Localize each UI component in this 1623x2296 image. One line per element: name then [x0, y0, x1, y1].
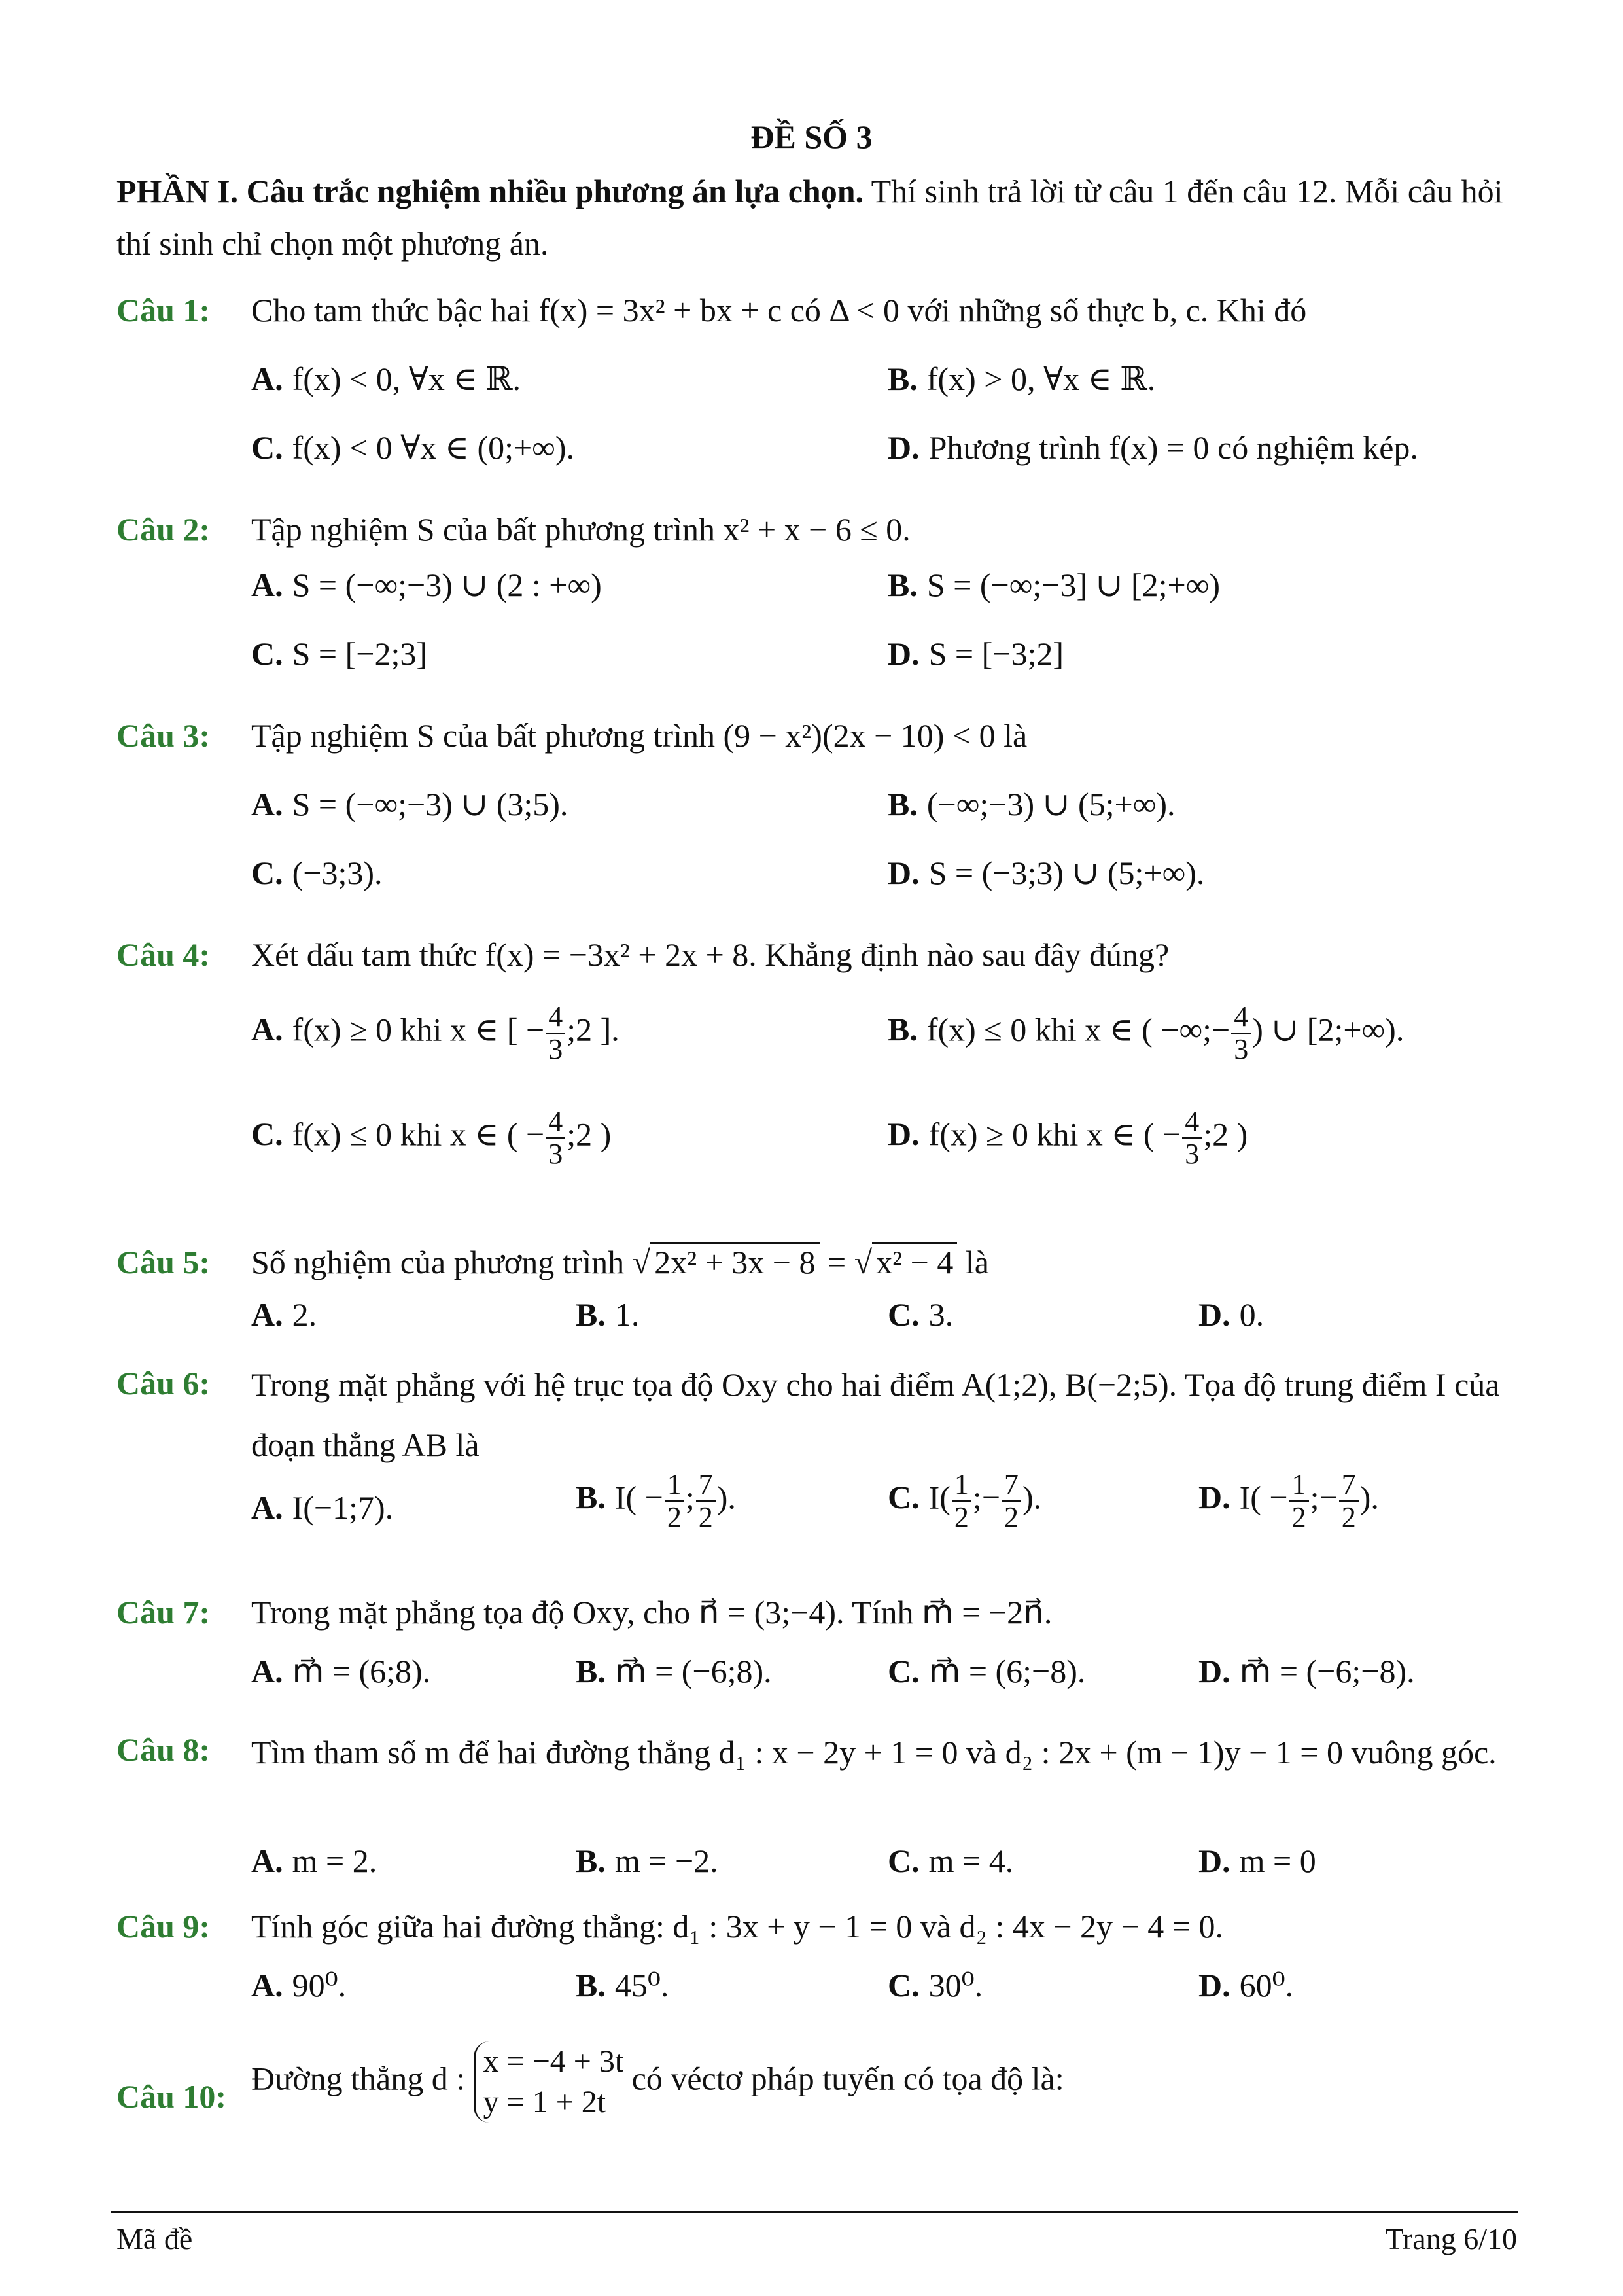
option-a[interactable] — [251, 360, 521, 398]
option-text-suffix: ). — [716, 1479, 736, 1516]
option-c[interactable] — [888, 1966, 983, 2004]
separator: ; — [685, 1479, 695, 1516]
option-a[interactable] — [251, 1296, 317, 1333]
question-text: Tập nghiệm S của bất phương trình (9 − x²)(2x − 10) < 0 là — [251, 717, 1028, 754]
option-text: m = 4. — [928, 1843, 1014, 1879]
option-text: f(x) < 0, ∀x ∈ ℝ. — [292, 361, 521, 397]
option-c[interactable] — [251, 635, 427, 673]
footer-divider — [111, 2211, 1518, 2213]
option-b[interactable] — [576, 1842, 718, 1880]
option-text: m⃗ = (6;−8). — [928, 1653, 1086, 1689]
footer-page-number: Trang 6/10 — [1385, 2222, 1517, 2255]
option-text-prefix: f(x) ≥ 0 khi x ∈ [ − — [292, 1011, 545, 1048]
fraction-denominator: 2 — [698, 1501, 713, 1533]
fraction-denominator: 3 — [1185, 1138, 1200, 1170]
separator: ;− — [1310, 1479, 1338, 1516]
option-letter: C. — [888, 1296, 920, 1333]
option-text-prefix: I( − — [614, 1479, 663, 1516]
question-text: Tính góc giữa hai đường thẳng: d₁ : 3x + y − 1 = 0 và d₂ : 4x − 2y − 4 = 0. — [251, 1908, 1223, 1945]
fraction-numerator: 1 — [1289, 1469, 1309, 1502]
option-text: S = [−3;2] — [928, 635, 1064, 672]
equals-sign: = — [819, 1244, 854, 1280]
question-text-suffix: là — [957, 1244, 989, 1280]
fraction-numerator: 4 — [1231, 1001, 1251, 1034]
option-letter: A. — [251, 1489, 283, 1526]
option-letter: D. — [888, 1116, 920, 1153]
instructions — [116, 165, 1516, 270]
part-instructions: Thí sinh trả lời từ câu 1 đến câu 12. Mỗi câu hỏi thí sinh chỉ chọn một phương án. — [116, 173, 1503, 262]
fraction-numerator: 1 — [665, 1469, 684, 1502]
option-text-prefix: I( — [928, 1479, 951, 1516]
option-text-prefix: f(x) ≤ 0 khi x ∈ ( −∞;− — [926, 1011, 1230, 1048]
fraction-numerator: 4 — [546, 1106, 565, 1139]
option-text: 60⁰. — [1239, 1967, 1294, 2004]
page-title: ĐỀ SỐ 3 — [750, 118, 873, 155]
option-text: (−3;3). — [292, 855, 383, 891]
option-letter: A. — [251, 786, 283, 822]
part-heading: PHẦN I. Câu trắc nghiệm nhiều phương án lựa chọn. — [116, 173, 864, 209]
option-b[interactable] — [576, 1469, 736, 1533]
option-c[interactable] — [251, 854, 383, 892]
option-d[interactable] — [888, 429, 1418, 467]
fraction-denominator: 2 — [667, 1501, 682, 1533]
radicand: x² − 4 — [872, 1242, 957, 1280]
fraction-numerator: 4 — [1182, 1106, 1202, 1139]
option-text: m = −2. — [614, 1843, 718, 1879]
option-text: I(−1;7). — [292, 1489, 394, 1526]
option-letter: D. — [1198, 1479, 1230, 1516]
option-letter: B. — [576, 1479, 606, 1516]
separator: ;− — [972, 1479, 1001, 1516]
option-text: 1. — [614, 1296, 640, 1333]
option-a[interactable] — [251, 1842, 377, 1880]
option-letter: B. — [888, 361, 918, 397]
option-letter: D. — [1198, 1296, 1230, 1333]
question-label: Câu 3: — [116, 717, 211, 754]
option-c[interactable] — [888, 1469, 1041, 1533]
question-text: Tập nghiệm S của bất phương trình x² + x − 6 ≤ 0. — [251, 511, 911, 548]
question-label: Câu 9: — [116, 1908, 211, 1945]
fraction — [1289, 1469, 1309, 1533]
fraction-numerator: 7 — [696, 1469, 716, 1502]
option-letter: D. — [1198, 1843, 1230, 1879]
option-b[interactable] — [888, 1001, 1404, 1065]
fraction-numerator: 7 — [1339, 1469, 1359, 1502]
option-letter: A. — [251, 567, 283, 603]
option-letter: C. — [251, 1116, 283, 1153]
option-letter: C. — [888, 1967, 920, 2004]
option-text: m = 2. — [292, 1843, 377, 1879]
option-letter: A. — [251, 1296, 283, 1333]
option-letter: A. — [251, 1967, 283, 2004]
radical-symbol: √ — [854, 1244, 873, 1280]
option-text-suffix: ;2 ]. — [567, 1011, 620, 1048]
option-c[interactable] — [888, 1296, 953, 1333]
question-label: Câu 7: — [116, 1594, 211, 1631]
option-d[interactable] — [888, 854, 1204, 892]
option-a[interactable] — [251, 1966, 346, 2004]
option-d[interactable] — [1198, 1652, 1415, 1690]
option-letter: B. — [576, 1843, 606, 1879]
option-text-suffix: ;2 ) — [1203, 1116, 1248, 1153]
option-c[interactable] — [251, 1106, 611, 1170]
option-letter: B. — [576, 1967, 606, 2004]
question-text: Xét dấu tam thức f(x) = −3x² + 2x + 8. Khẳng định nào sau đây đúng? — [251, 936, 1170, 973]
question-text-prefix: Số nghiệm của phương trình — [251, 1244, 633, 1280]
fraction — [1182, 1106, 1202, 1170]
option-text: f(x) < 0 ∀x ∈ (0;+∞). — [292, 429, 574, 466]
option-d[interactable] — [1198, 1842, 1316, 1880]
option-letter: C. — [888, 1843, 920, 1879]
option-text-suffix: ). — [1022, 1479, 1042, 1516]
fraction — [546, 1106, 565, 1170]
question-text: Cho tam thức bậc hai f(x) = 3x² + bx + c có Δ < 0 với những số thực b, c. Khi đó — [251, 292, 1307, 328]
option-text: (−∞;−3) ∪ (5;+∞). — [926, 786, 1176, 822]
option-b[interactable] — [576, 1966, 669, 2004]
option-text: S = (−∞;−3) ∪ (2 : +∞) — [292, 567, 602, 603]
question-label: Câu 8: — [116, 1731, 211, 1768]
option-b[interactable] — [576, 1296, 639, 1333]
fraction — [1231, 1001, 1251, 1065]
option-letter: A. — [251, 1653, 283, 1689]
question-text — [251, 1243, 989, 1281]
option-letter: C. — [888, 1479, 920, 1516]
fraction-denominator: 2 — [954, 1501, 969, 1533]
fraction — [696, 1469, 716, 1533]
question-label: Câu 2: — [116, 511, 211, 548]
option-a[interactable] — [251, 1001, 620, 1065]
equation-system — [474, 2041, 624, 2123]
option-letter: D. — [1198, 1653, 1230, 1689]
fraction-numerator: 1 — [952, 1469, 971, 1502]
question-label: Câu 1: — [116, 292, 211, 328]
option-text: S = (−∞;−3] ∪ [2;+∞) — [926, 567, 1221, 603]
option-text-suffix: ) ∪ [2;+∞). — [1252, 1011, 1405, 1048]
option-c[interactable] — [888, 1652, 1085, 1690]
option-b[interactable] — [888, 785, 1176, 823]
fraction-numerator: 7 — [1002, 1469, 1021, 1502]
option-a[interactable] — [251, 1652, 430, 1690]
option-text: 90⁰. — [292, 1967, 347, 2004]
option-a[interactable] — [251, 785, 568, 823]
fraction-denominator: 3 — [548, 1033, 563, 1065]
question-label: Câu 10: — [116, 2078, 227, 2115]
fraction-denominator: 2 — [1004, 1501, 1019, 1533]
option-letter: A. — [251, 361, 283, 397]
option-text: f(x) > 0, ∀x ∈ ℝ. — [926, 361, 1156, 397]
fraction-denominator: 3 — [548, 1138, 563, 1170]
option-text: 30⁰. — [928, 1967, 983, 2004]
option-letter: A. — [251, 1843, 283, 1879]
option-text: m⃗ = (6;8). — [292, 1653, 431, 1689]
option-letter: B. — [576, 1653, 606, 1689]
option-d[interactable] — [1198, 1966, 1293, 2004]
option-c[interactable] — [888, 1842, 1013, 1880]
option-d[interactable] — [1198, 1296, 1264, 1333]
footer-exam-code: Mã đề — [116, 2222, 193, 2255]
fraction — [1002, 1469, 1021, 1533]
system-line-1: x = −4 + 3t — [483, 2044, 624, 2079]
fraction-denominator: 2 — [1341, 1501, 1356, 1533]
option-letter: D. — [888, 635, 920, 672]
option-text: S = [−2;3] — [292, 635, 428, 672]
option-text: 0. — [1239, 1296, 1265, 1333]
option-letter: B. — [888, 1011, 918, 1048]
option-d[interactable] — [888, 635, 1064, 673]
option-letter: D. — [888, 855, 920, 891]
option-text: 3. — [928, 1296, 954, 1333]
option-a[interactable] — [251, 566, 602, 604]
option-text-suffix: ). — [1359, 1479, 1379, 1516]
question-text: Trong mặt phẳng với hệ trục tọa độ Oxy cho hai điểm A(1;2), B(−2;5). Tọa độ trung điểm I của đoạn thẳng AB là — [251, 1366, 1500, 1463]
fraction — [665, 1469, 684, 1533]
question-label: Câu 6: — [116, 1365, 211, 1402]
option-letter: C. — [251, 855, 283, 891]
fraction — [546, 1001, 565, 1065]
option-letter: B. — [576, 1296, 606, 1333]
option-text: m = 0 — [1239, 1843, 1316, 1879]
option-letter: C. — [251, 429, 283, 466]
fraction-numerator: 4 — [546, 1001, 565, 1034]
option-d[interactable] — [1198, 1469, 1379, 1533]
option-text-prefix: f(x) ≥ 0 khi x ∈ ( − — [928, 1116, 1181, 1153]
fraction-denominator: 3 — [1234, 1033, 1249, 1065]
option-letter: B. — [888, 786, 918, 822]
option-text: m⃗ = (−6;−8). — [1239, 1653, 1415, 1689]
fraction — [1339, 1469, 1359, 1533]
option-b[interactable] — [888, 360, 1155, 398]
option-letter: A. — [251, 1011, 283, 1048]
option-text-suffix: ;2 ) — [567, 1116, 612, 1153]
question-text-prefix: Đường thẳng d : — [251, 2060, 466, 2097]
system-line-2: y = 1 + 2t — [483, 2085, 606, 2119]
option-text-prefix: I( − — [1239, 1479, 1288, 1516]
fraction — [952, 1469, 971, 1533]
radical-symbol: √ — [632, 1244, 651, 1280]
option-text: 45⁰. — [614, 1967, 669, 2004]
option-letter: D. — [1198, 1967, 1230, 2004]
fraction-denominator: 2 — [1291, 1501, 1306, 1533]
option-letter: C. — [888, 1653, 920, 1689]
question-label: Câu 4: — [116, 936, 211, 973]
option-text: m⃗ = (−6;8). — [614, 1653, 772, 1689]
option-d[interactable] — [888, 1106, 1248, 1170]
question-text — [251, 2041, 1064, 2123]
question-text-suffix: có véctơ pháp tuyến có tọa độ là: — [631, 2060, 1064, 2097]
option-text: Phương trình f(x) = 0 có nghiệm kép. — [928, 429, 1418, 466]
option-letter: C. — [251, 635, 283, 672]
option-text: 2. — [292, 1296, 317, 1333]
option-letter: B. — [888, 567, 918, 603]
radicand: 2x² + 3x − 8 — [650, 1242, 819, 1280]
option-letter: D. — [888, 429, 920, 466]
option-text: S = (−∞;−3) ∪ (3;5). — [292, 786, 568, 822]
option-a[interactable] — [251, 1489, 393, 1527]
question-label: Câu 5: — [116, 1244, 211, 1280]
option-b[interactable] — [576, 1652, 772, 1690]
option-text-prefix: f(x) ≤ 0 khi x ∈ ( − — [292, 1116, 545, 1153]
option-text: S = (−3;3) ∪ (5;+∞). — [928, 855, 1205, 891]
question-text: Trong mặt phẳng tọa độ Oxy, cho n⃗ = (3;−4). Tính m⃗ = −2n⃗. — [251, 1594, 1053, 1631]
option-c[interactable] — [251, 429, 574, 467]
option-b[interactable] — [888, 566, 1220, 604]
question-text: Tìm tham số m để hai đường thẳng d₁ : x − 2y + 1 = 0 và d₂ : 2x + (m − 1)y − 1 = 0 vuông góc. — [251, 1734, 1497, 1771]
